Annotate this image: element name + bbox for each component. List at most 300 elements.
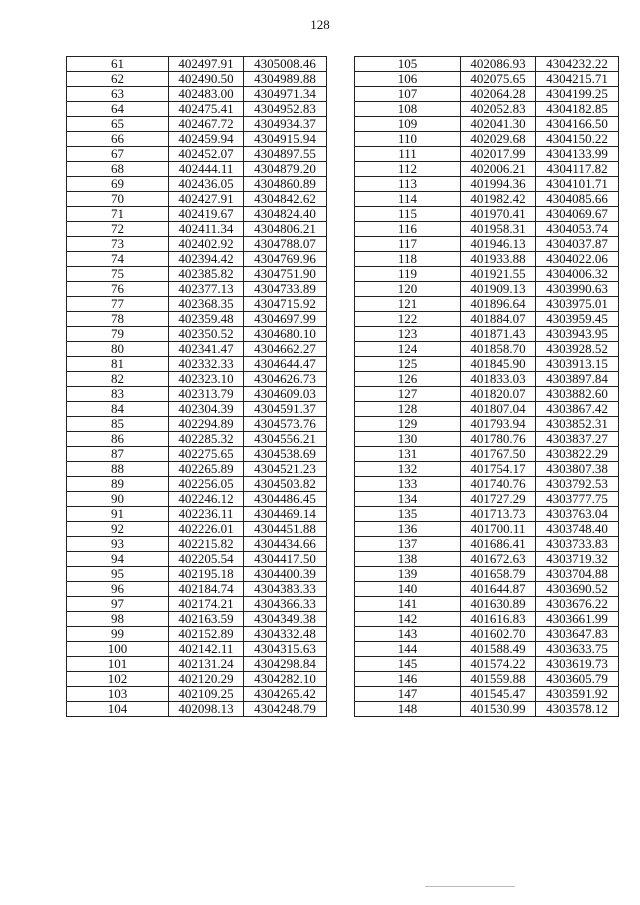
y-coordinate-cell: 4303882.60 [536,387,619,402]
table-row [67,252,327,267]
x-coordinate-cell: 402394.42 [169,252,244,267]
point-number-cell: 62 [67,72,169,87]
x-coordinate-cell: 402174.21 [169,597,244,612]
table-row [355,657,619,672]
x-coordinate-cell: 401884.07 [461,312,536,327]
table-row [67,552,327,567]
table-row [355,357,619,372]
point-number-cell: 133 [355,477,461,492]
y-coordinate-cell: 4304842.62 [244,192,327,207]
point-number-cell: 140 [355,582,461,597]
y-coordinate-cell: 4303928.52 [536,342,619,357]
x-coordinate-cell: 402131.24 [169,657,244,672]
x-coordinate-cell: 401530.99 [461,702,536,717]
x-coordinate-cell: 401672.63 [461,552,536,567]
x-coordinate-cell: 402323.10 [169,372,244,387]
y-coordinate-cell: 4304315.63 [244,642,327,657]
y-coordinate-cell: 4304232.22 [536,57,619,72]
table-row [67,477,327,492]
y-coordinate-cell: 4304644.47 [244,357,327,372]
point-number-cell: 100 [67,642,169,657]
table-row [355,72,619,87]
table-row [355,252,619,267]
y-coordinate-cell: 4304971.34 [244,87,327,102]
y-coordinate-cell: 4304697.99 [244,312,327,327]
y-coordinate-cell: 4304733.89 [244,282,327,297]
x-coordinate-cell: 401780.76 [461,432,536,447]
point-number-cell: 72 [67,222,169,237]
table-row [67,627,327,642]
x-coordinate-cell: 402142.11 [169,642,244,657]
y-coordinate-cell: 4304503.82 [244,477,327,492]
y-coordinate-cell: 4303719.32 [536,552,619,567]
y-coordinate-cell: 4304182.85 [536,102,619,117]
y-coordinate-cell: 4303913.15 [536,357,619,372]
x-coordinate-cell: 402483.00 [169,87,244,102]
x-coordinate-cell: 402359.48 [169,312,244,327]
table-row [67,342,327,357]
x-coordinate-cell: 402427.91 [169,192,244,207]
x-coordinate-cell: 402098.13 [169,702,244,717]
point-number-cell: 89 [67,477,169,492]
x-coordinate-cell: 402402.92 [169,237,244,252]
point-number-cell: 145 [355,657,461,672]
table-row [67,237,327,252]
x-coordinate-cell: 402226.01 [169,522,244,537]
x-coordinate-cell: 401574.22 [461,657,536,672]
x-coordinate-cell: 402205.54 [169,552,244,567]
y-coordinate-cell: 4304769.96 [244,252,327,267]
table-row [67,147,327,162]
y-coordinate-cell: 4304609.03 [244,387,327,402]
coordinate-table-right [354,56,619,717]
point-number-cell: 116 [355,222,461,237]
y-coordinate-cell: 4304434.66 [244,537,327,552]
x-coordinate-cell: 401630.89 [461,597,536,612]
y-coordinate-cell: 4303792.53 [536,477,619,492]
table-row [67,387,327,402]
x-coordinate-cell: 401858.70 [461,342,536,357]
point-number-cell: 115 [355,207,461,222]
point-number-cell: 107 [355,87,461,102]
point-number-cell: 110 [355,132,461,147]
table-row [67,72,327,87]
y-coordinate-cell: 4303943.95 [536,327,619,342]
y-coordinate-cell: 4303647.83 [536,627,619,642]
table-row [67,117,327,132]
x-coordinate-cell: 401740.76 [461,477,536,492]
y-coordinate-cell: 4304788.07 [244,237,327,252]
x-coordinate-cell: 402075.65 [461,72,536,87]
table-row [355,627,619,642]
x-coordinate-cell: 402332.33 [169,357,244,372]
table-row [67,222,327,237]
point-number-cell: 144 [355,642,461,657]
table-row [67,267,327,282]
point-number-cell: 102 [67,672,169,687]
table-row [67,672,327,687]
table-row [355,372,619,387]
table-row [67,207,327,222]
table-row [355,222,619,237]
table-row [67,702,327,717]
table-row [67,432,327,447]
table-row [67,687,327,702]
x-coordinate-cell: 402265.89 [169,462,244,477]
table-row [67,612,327,627]
x-coordinate-cell: 402385.82 [169,267,244,282]
point-number-cell: 74 [67,252,169,267]
point-number-cell: 118 [355,252,461,267]
x-coordinate-cell: 401700.11 [461,522,536,537]
point-number-cell: 131 [355,447,461,462]
table-row [67,462,327,477]
x-coordinate-cell: 402452.07 [169,147,244,162]
x-coordinate-cell: 401946.13 [461,237,536,252]
y-coordinate-cell: 4303733.83 [536,537,619,552]
y-coordinate-cell: 4303975.01 [536,297,619,312]
y-coordinate-cell: 4304117.82 [536,162,619,177]
y-coordinate-cell: 4304806.21 [244,222,327,237]
point-number-cell: 85 [67,417,169,432]
x-coordinate-cell: 402475.41 [169,102,244,117]
x-coordinate-cell: 401807.04 [461,402,536,417]
table-row [67,447,327,462]
point-number-cell: 108 [355,102,461,117]
table-row [67,492,327,507]
point-number-cell: 139 [355,567,461,582]
table-row [355,387,619,402]
y-coordinate-cell: 4303777.75 [536,492,619,507]
y-coordinate-cell: 4304680.10 [244,327,327,342]
y-coordinate-cell: 4303959.45 [536,312,619,327]
y-coordinate-cell: 4303763.04 [536,507,619,522]
x-coordinate-cell: 402041.30 [461,117,536,132]
point-number-cell: 132 [355,462,461,477]
point-number-cell: 69 [67,177,169,192]
x-coordinate-cell: 402017.99 [461,147,536,162]
table-row [355,117,619,132]
x-coordinate-cell: 401602.70 [461,627,536,642]
x-coordinate-cell: 402086.93 [461,57,536,72]
table-row [67,372,327,387]
point-number-cell: 84 [67,402,169,417]
y-coordinate-cell: 4304897.55 [244,147,327,162]
table-row [355,567,619,582]
table-row [355,477,619,492]
y-coordinate-cell: 4303990.63 [536,282,619,297]
x-coordinate-cell: 402341.47 [169,342,244,357]
x-coordinate-cell: 401545.47 [461,687,536,702]
point-number-cell: 120 [355,282,461,297]
table-row [355,687,619,702]
y-coordinate-cell: 4304101.71 [536,177,619,192]
table-row [355,192,619,207]
y-coordinate-cell: 4304006.32 [536,267,619,282]
table-row [67,507,327,522]
y-coordinate-cell: 4303867.42 [536,402,619,417]
point-number-cell: 105 [355,57,461,72]
table-row [67,312,327,327]
table-row [355,597,619,612]
y-coordinate-cell: 4304166.50 [536,117,619,132]
point-number-cell: 135 [355,507,461,522]
y-coordinate-cell: 4304053.74 [536,222,619,237]
table-row [355,342,619,357]
point-number-cell: 106 [355,72,461,87]
point-number-cell: 75 [67,267,169,282]
point-number-cell: 114 [355,192,461,207]
y-coordinate-cell: 4303704.88 [536,567,619,582]
y-coordinate-cell: 4303837.27 [536,432,619,447]
y-coordinate-cell: 4303852.31 [536,417,619,432]
x-coordinate-cell: 401933.88 [461,252,536,267]
y-coordinate-cell: 4304860.89 [244,177,327,192]
y-coordinate-cell: 4304199.25 [536,87,619,102]
table-row [355,402,619,417]
table-row [67,357,327,372]
table-row [355,177,619,192]
table-row [355,552,619,567]
point-number-cell: 63 [67,87,169,102]
y-coordinate-cell: 4304486.45 [244,492,327,507]
x-coordinate-cell: 402419.67 [169,207,244,222]
y-coordinate-cell: 4304265.42 [244,687,327,702]
table-row [355,312,619,327]
x-coordinate-cell: 401958.31 [461,222,536,237]
point-number-cell: 147 [355,687,461,702]
table-row [355,462,619,477]
x-coordinate-cell: 401845.90 [461,357,536,372]
y-coordinate-cell: 4303661.99 [536,612,619,627]
y-coordinate-cell: 4304298.84 [244,657,327,672]
x-coordinate-cell: 402275.65 [169,447,244,462]
table-row [67,297,327,312]
x-coordinate-cell: 402368.35 [169,297,244,312]
point-number-cell: 93 [67,537,169,552]
y-coordinate-cell: 4303676.22 [536,597,619,612]
y-coordinate-cell: 4304715.92 [244,297,327,312]
y-coordinate-cell: 4305008.46 [244,57,327,72]
y-coordinate-cell: 4304556.21 [244,432,327,447]
y-coordinate-cell: 4304915.94 [244,132,327,147]
x-coordinate-cell: 402377.13 [169,282,244,297]
table-row [67,57,327,72]
point-number-cell: 109 [355,117,461,132]
x-coordinate-cell: 402436.05 [169,177,244,192]
x-coordinate-cell: 401616.83 [461,612,536,627]
y-coordinate-cell: 4304952.83 [244,102,327,117]
y-coordinate-cell: 4303897.84 [536,372,619,387]
table-row [67,417,327,432]
table-row [67,582,327,597]
y-coordinate-cell: 4304349.38 [244,612,327,627]
point-number-cell: 77 [67,297,169,312]
point-number-cell: 67 [67,147,169,162]
x-coordinate-cell: 402459.94 [169,132,244,147]
table-row [67,537,327,552]
table-row [67,177,327,192]
table-row [355,492,619,507]
point-number-cell: 103 [67,687,169,702]
x-coordinate-cell: 402497.91 [169,57,244,72]
point-number-cell: 124 [355,342,461,357]
table-row [355,672,619,687]
table-row [67,102,327,117]
y-coordinate-cell: 4304521.23 [244,462,327,477]
y-coordinate-cell: 4304879.20 [244,162,327,177]
point-number-cell: 119 [355,267,461,282]
point-number-cell: 101 [67,657,169,672]
y-coordinate-cell: 4303807.38 [536,462,619,477]
point-number-cell: 71 [67,207,169,222]
x-coordinate-cell: 402313.79 [169,387,244,402]
x-coordinate-cell: 402467.72 [169,117,244,132]
table-row [355,57,619,72]
point-number-cell: 117 [355,237,461,252]
table-row [355,432,619,447]
point-number-cell: 136 [355,522,461,537]
y-coordinate-cell: 4304366.33 [244,597,327,612]
x-coordinate-cell: 401754.17 [461,462,536,477]
point-number-cell: 79 [67,327,169,342]
point-number-cell: 148 [355,702,461,717]
y-coordinate-cell: 4304085.66 [536,192,619,207]
y-coordinate-cell: 4304538.69 [244,447,327,462]
table-row [355,417,619,432]
y-coordinate-cell: 4304451.88 [244,522,327,537]
x-coordinate-cell: 402411.34 [169,222,244,237]
coordinate-table-left [66,56,327,717]
point-number-cell: 80 [67,342,169,357]
x-coordinate-cell: 401921.55 [461,267,536,282]
point-number-cell: 146 [355,672,461,687]
x-coordinate-cell: 402246.12 [169,492,244,507]
point-number-cell: 70 [67,192,169,207]
table-row [355,612,619,627]
table-row [355,207,619,222]
y-coordinate-cell: 4304989.88 [244,72,327,87]
x-coordinate-cell: 402152.89 [169,627,244,642]
y-coordinate-cell: 4303578.12 [536,702,619,717]
table-row [67,567,327,582]
y-coordinate-cell: 4304248.79 [244,702,327,717]
y-coordinate-cell: 4303591.92 [536,687,619,702]
x-coordinate-cell: 401909.13 [461,282,536,297]
x-coordinate-cell: 401994.36 [461,177,536,192]
table-row [67,87,327,102]
table-row [355,102,619,117]
y-coordinate-cell: 4304069.67 [536,207,619,222]
y-coordinate-cell: 4303605.79 [536,672,619,687]
point-number-cell: 64 [67,102,169,117]
point-number-cell: 104 [67,702,169,717]
table-row [355,447,619,462]
y-coordinate-cell: 4304824.40 [244,207,327,222]
point-number-cell: 65 [67,117,169,132]
point-number-cell: 111 [355,147,461,162]
y-coordinate-cell: 4304751.90 [244,267,327,282]
point-number-cell: 129 [355,417,461,432]
table-row [355,297,619,312]
x-coordinate-cell: 401820.07 [461,387,536,402]
point-number-cell: 73 [67,237,169,252]
x-coordinate-cell: 402195.18 [169,567,244,582]
point-number-cell: 127 [355,387,461,402]
point-number-cell: 95 [67,567,169,582]
point-number-cell: 82 [67,372,169,387]
point-number-cell: 90 [67,492,169,507]
point-number-cell: 81 [67,357,169,372]
point-number-cell: 83 [67,387,169,402]
x-coordinate-cell: 402444.11 [169,162,244,177]
x-coordinate-cell: 401793.94 [461,417,536,432]
point-number-cell: 92 [67,522,169,537]
x-coordinate-cell: 402215.82 [169,537,244,552]
x-coordinate-cell: 401982.42 [461,192,536,207]
y-coordinate-cell: 4304626.73 [244,372,327,387]
x-coordinate-cell: 401588.49 [461,642,536,657]
y-coordinate-cell: 4304022.06 [536,252,619,267]
y-coordinate-cell: 4304400.39 [244,567,327,582]
y-coordinate-cell: 4303619.73 [536,657,619,672]
table-row [67,132,327,147]
table-row [355,702,619,717]
x-coordinate-cell: 401559.88 [461,672,536,687]
y-coordinate-cell: 4303690.52 [536,582,619,597]
x-coordinate-cell: 402029.68 [461,132,536,147]
point-number-cell: 137 [355,537,461,552]
point-number-cell: 97 [67,597,169,612]
y-coordinate-cell: 4303748.40 [536,522,619,537]
table-row [355,537,619,552]
x-coordinate-cell: 401871.43 [461,327,536,342]
table-row [67,402,327,417]
y-coordinate-cell: 4303822.29 [536,447,619,462]
table-row [67,327,327,342]
table-row [67,282,327,297]
y-coordinate-cell: 4304332.48 [244,627,327,642]
point-number-cell: 112 [355,162,461,177]
point-number-cell: 91 [67,507,169,522]
y-coordinate-cell: 4304417.50 [244,552,327,567]
point-number-cell: 76 [67,282,169,297]
point-number-cell: 121 [355,297,461,312]
point-number-cell: 126 [355,372,461,387]
y-coordinate-cell: 4304591.37 [244,402,327,417]
table-row [355,327,619,342]
x-coordinate-cell: 402304.39 [169,402,244,417]
point-number-cell: 123 [355,327,461,342]
table-row [355,162,619,177]
page-number: 128 [310,17,330,32]
point-number-cell: 122 [355,312,461,327]
point-number-cell: 125 [355,357,461,372]
x-coordinate-cell: 402120.29 [169,672,244,687]
table-row [355,147,619,162]
table-row [355,282,619,297]
x-coordinate-cell: 402285.32 [169,432,244,447]
y-coordinate-cell: 4304215.71 [536,72,619,87]
point-number-cell: 130 [355,432,461,447]
x-coordinate-cell: 401767.50 [461,447,536,462]
y-coordinate-cell: 4304662.27 [244,342,327,357]
table-row [67,642,327,657]
table-row [355,237,619,252]
x-coordinate-cell: 402490.50 [169,72,244,87]
y-coordinate-cell: 4304282.10 [244,672,327,687]
x-coordinate-cell: 401970.41 [461,207,536,222]
